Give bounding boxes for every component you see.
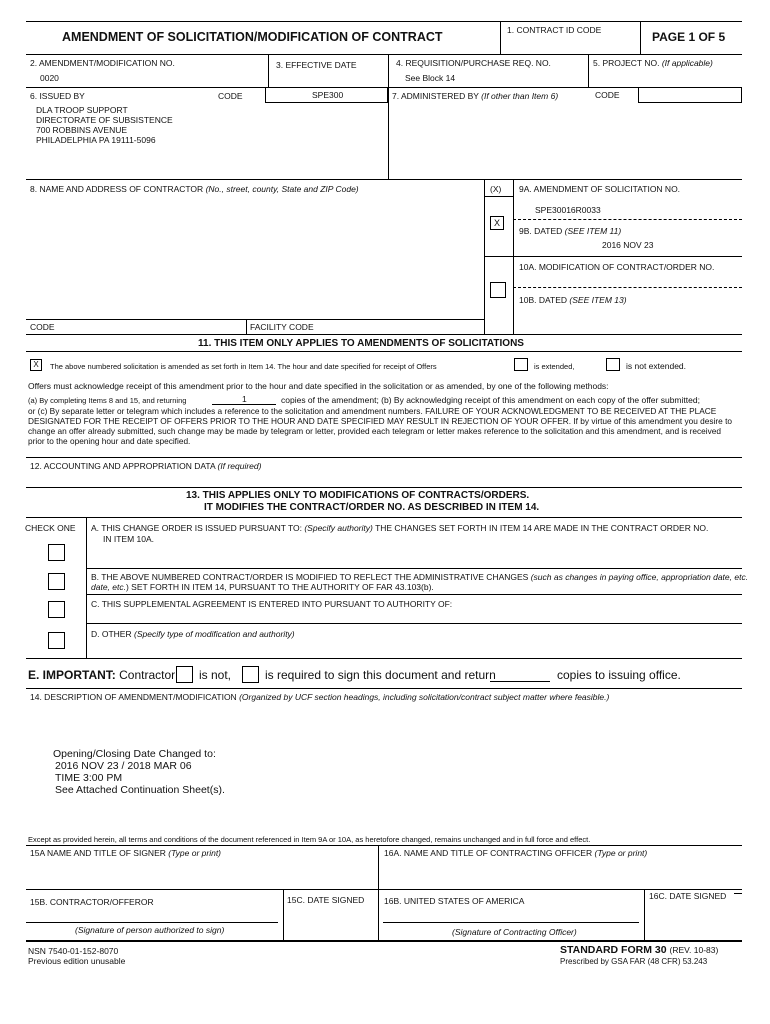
- rule: [513, 219, 742, 220]
- except-clause: Except as provided herein, all terms and conditions of the document referenced in Item 9A or 10A, as heretofore changed, remains unchanged and in full force and effect.: [28, 835, 591, 844]
- amendment-no-value: 0020: [40, 73, 59, 83]
- rule: [26, 845, 742, 846]
- rule: [86, 623, 742, 624]
- rule: [26, 457, 742, 458]
- item-9a-label: 9A. AMENDMENT OF SOLICITATION NO.: [519, 184, 681, 194]
- signature-line-15b[interactable]: [26, 922, 278, 923]
- rule: [86, 517, 87, 658]
- checkbox-11[interactable]: X: [30, 359, 42, 371]
- description-line: Opening/Closing Date Changed to:: [53, 748, 216, 760]
- item-13b-text: B. THE ABOVE NUMBERED CONTRACT/ORDER IS MODIFIED TO REFLECT THE ADMINISTRATIVE CHANGES (such as changes in paying office, appropriation date, etc.: [91, 572, 749, 582]
- date-signed-15c-label: 15C. DATE SIGNED: [287, 895, 365, 905]
- form-title: AMENDMENT OF SOLICITATION/MODIFICATION OF CONTRACT: [62, 30, 443, 44]
- rule: [26, 334, 742, 335]
- code-box: [638, 87, 742, 103]
- rule: [86, 568, 742, 569]
- section-11-line3a: (a) By completing Items 8 and 15, and returning: [28, 396, 187, 405]
- requisition-value: See Block 14: [405, 73, 456, 83]
- is-required-label: is required to sign this document and return: [265, 668, 496, 682]
- issuer-line: PHILADELPHIA PA 19111-5096: [36, 135, 156, 145]
- checkbox-not-extended[interactable]: [606, 358, 620, 371]
- rule: [26, 21, 742, 22]
- rule: [283, 889, 284, 940]
- checkbox-9[interactable]: X: [490, 216, 504, 230]
- rule: [734, 893, 742, 894]
- check-one-label: CHECK ONE: [25, 523, 76, 533]
- item-13b-text2: date, etc.) SET FORTH IN ITEM 14, PURSUANT TO THE AUTHORITY OF FAR 43.103(b).: [91, 582, 434, 592]
- rule: [26, 319, 484, 320]
- important-line: E. IMPORTANT: Contractor: [28, 668, 176, 682]
- description-line: TIME 3:00 PM: [55, 772, 123, 784]
- rule: [26, 487, 742, 488]
- rule: [484, 196, 513, 197]
- checkbox-13b[interactable]: [48, 573, 65, 590]
- administered-by-label: 7. ADMINISTERED BY (If other than Item 6): [392, 91, 559, 101]
- issuer-line: DLA TROOP SUPPORT: [36, 105, 128, 115]
- issued-by-label: 6. ISSUED BY: [30, 91, 85, 101]
- page-count: PAGE 1 OF 5: [652, 30, 726, 44]
- rule: [246, 319, 247, 334]
- item-9a-value: SPE30016R0033: [535, 205, 601, 215]
- rule: [388, 54, 389, 87]
- section-13-title: 13. THIS APPLIES ONLY TO MODIFICATIONS OF CONTRACTS/ORDERS.: [186, 490, 530, 501]
- issued-by-code-label: CODE: [218, 91, 243, 101]
- rule: [26, 179, 742, 180]
- description-line: 2016 NOV 23 / 2018 MAR 06: [55, 760, 192, 772]
- footer-rule: [26, 940, 742, 942]
- item-13c-text: C. THIS SUPPLEMENTAL AGREEMENT IS ENTERED INTO PURSUANT TO AUTHORITY OF:: [91, 599, 453, 609]
- copies-count: 1: [242, 394, 247, 404]
- checkbox-13a[interactable]: [48, 544, 65, 561]
- rule: [644, 889, 645, 940]
- checkbox-13d[interactable]: [48, 632, 65, 649]
- item-12-label: 12. ACCOUNTING AND APPROPRIATION DATA (If required): [30, 461, 262, 471]
- rule: [26, 889, 742, 890]
- checkbox-is-required[interactable]: [242, 666, 259, 683]
- prescribed: Prescribed by GSA FAR (48 CFR) 53.243: [560, 957, 708, 966]
- rule: [26, 517, 742, 518]
- item-9b-value: 2016 NOV 23: [602, 240, 654, 250]
- x-column-header: (X): [490, 184, 502, 194]
- officer-name-label: 16A. NAME AND TITLE OF CONTRACTING OFFICER (Type or print): [384, 848, 648, 858]
- item-13a-text: A. THIS CHANGE ORDER IS ISSUED PURSUANT TO: (Specify authority) THE CHANGES SET FORTH IN ITEM 14 ARE MADE IN THE CONTRACT ORDER NO.: [91, 523, 709, 533]
- contractor-code-label: CODE: [30, 322, 55, 332]
- contractor-label: 8. NAME AND ADDRESS OF CONTRACTOR (No., street, county, State and ZIP Code): [30, 184, 359, 194]
- item-9b-label: 9B. DATED (SEE ITEM 11): [519, 226, 622, 236]
- rule: [378, 845, 379, 940]
- rule: [484, 256, 742, 257]
- is-extended-label: is extended,: [534, 362, 575, 371]
- issuer-line: DIRECTORATE OF SUBSISTENCE: [36, 115, 173, 125]
- issuer-line: 700 ROBBINS AVENUE: [36, 125, 128, 135]
- rule: [513, 287, 742, 288]
- copies-blank[interactable]: [490, 681, 550, 682]
- checkbox-is-not[interactable]: [176, 666, 193, 683]
- rule: [26, 658, 742, 659]
- section-11-line3b: copies of the amendment; (b) By acknowledging receipt of this amendment on each copy of the offer submitted;: [281, 395, 700, 405]
- rule: [388, 87, 389, 179]
- rule: [26, 54, 742, 55]
- item-14-label: 14. DESCRIPTION OF AMENDMENT/MODIFICATION (Organized by UCF section headings, including solicitation/contract subject matter where feasible.): [30, 692, 610, 702]
- item-13d-text: D. OTHER (Specify type of modification and authority): [91, 629, 295, 639]
- signature-line-16b[interactable]: [383, 922, 639, 923]
- item-10b-label: 10B. DATED (SEE ITEM 13): [519, 295, 627, 305]
- signer-name-label: 15A NAME AND TITLE OF SIGNER (Type or print): [30, 848, 222, 858]
- form-name: STANDARD FORM 30 (REV. 10-83): [560, 944, 719, 956]
- section-11-title: 11. THIS ITEM ONLY APPLIES TO AMENDMENTS OF SOLICITATIONS: [198, 338, 524, 349]
- issued-by-code: SPE300: [312, 90, 344, 100]
- section-11-line1: The above numbered solicitation is amended as set forth in Item 14. The hour and date specified for receipt of Offers: [50, 362, 437, 371]
- section-13-subtitle: IT MODIFIES THE CONTRACT/ORDER NO. AS DESCRIBED IN ITEM 14.: [204, 502, 540, 513]
- rule: [588, 54, 589, 87]
- facility-code-label: FACILITY CODE: [250, 322, 314, 332]
- checkbox-10[interactable]: [490, 282, 506, 298]
- is-not-extended-label: is not extended.: [626, 361, 687, 371]
- is-not-label: is not,: [199, 668, 232, 682]
- amendment-no-label: 2. AMENDMENT/MODIFICATION NO.: [30, 58, 175, 68]
- section-11-line2: Offers must acknowledge receipt of this amendment prior to the hour and date specified in the solicitation or as amended, by one of the following methods:: [28, 381, 609, 391]
- section-11-paragraph: or (c) By separate letter or telegram which includes a reference to the solicitation and amendment numbers. FAILURE OF YOUR ACKNOWLEDGMENT TO BE RECEIVED AT THE PLACE DESIGNATED FOR THE RECEIPT OF OFFERS PRIOR TO THE HOUR AND DATE SPECIFIED MAY RESULT IN REJECTION OF YOUR OFFER. If by virtue of this amendment you desire to change an offer already submitted, such change may be made by telegram or letter, provided each telegram or letter makes reference to the solicitation and this amendment, and is received prior to the opening hour and date specified.: [28, 406, 733, 446]
- copies-label: copies to issuing office.: [557, 668, 681, 682]
- checkbox-extended[interactable]: [514, 358, 528, 371]
- item-10a-label: 10A. MODIFICATION OF CONTRACT/ORDER NO.: [519, 262, 715, 272]
- previous-edition: Previous edition unusable: [28, 956, 126, 966]
- signature-hint-15b: (Signature of person authorized to sign): [75, 925, 225, 935]
- checkbox-13c[interactable]: [48, 601, 65, 618]
- signature-hint-16b: (Signature of Contracting Officer): [452, 927, 577, 937]
- rule: [640, 21, 641, 54]
- rule: [500, 21, 501, 54]
- rule: [86, 594, 742, 595]
- rule: [26, 351, 742, 352]
- contractor-offeror-label: 15B. CONTRACTOR/OFFEROR: [30, 897, 154, 907]
- contract-id-label: 1. CONTRACT ID CODE: [507, 25, 602, 35]
- administered-code-label: CODE: [595, 90, 620, 100]
- item-13a-text2: IN ITEM 10A.: [103, 534, 155, 544]
- usa-label: 16B. UNITED STATES OF AMERICA: [384, 896, 525, 906]
- rule: [268, 54, 269, 87]
- effective-date-label: 3. EFFECTIVE DATE: [276, 60, 357, 70]
- rule: [26, 688, 742, 689]
- nsn: NSN 7540-01-152-8070: [28, 946, 119, 956]
- rule: [212, 404, 276, 405]
- requisition-label: 4. REQUISITION/PURCHASE REQ. NO.: [396, 58, 551, 68]
- date-signed-16c-label: 16C. DATE SIGNED: [649, 891, 727, 901]
- description-line: See Attached Continuation Sheet(s).: [55, 784, 225, 796]
- project-label: 5. PROJECT NO. (If applicable): [593, 58, 713, 68]
